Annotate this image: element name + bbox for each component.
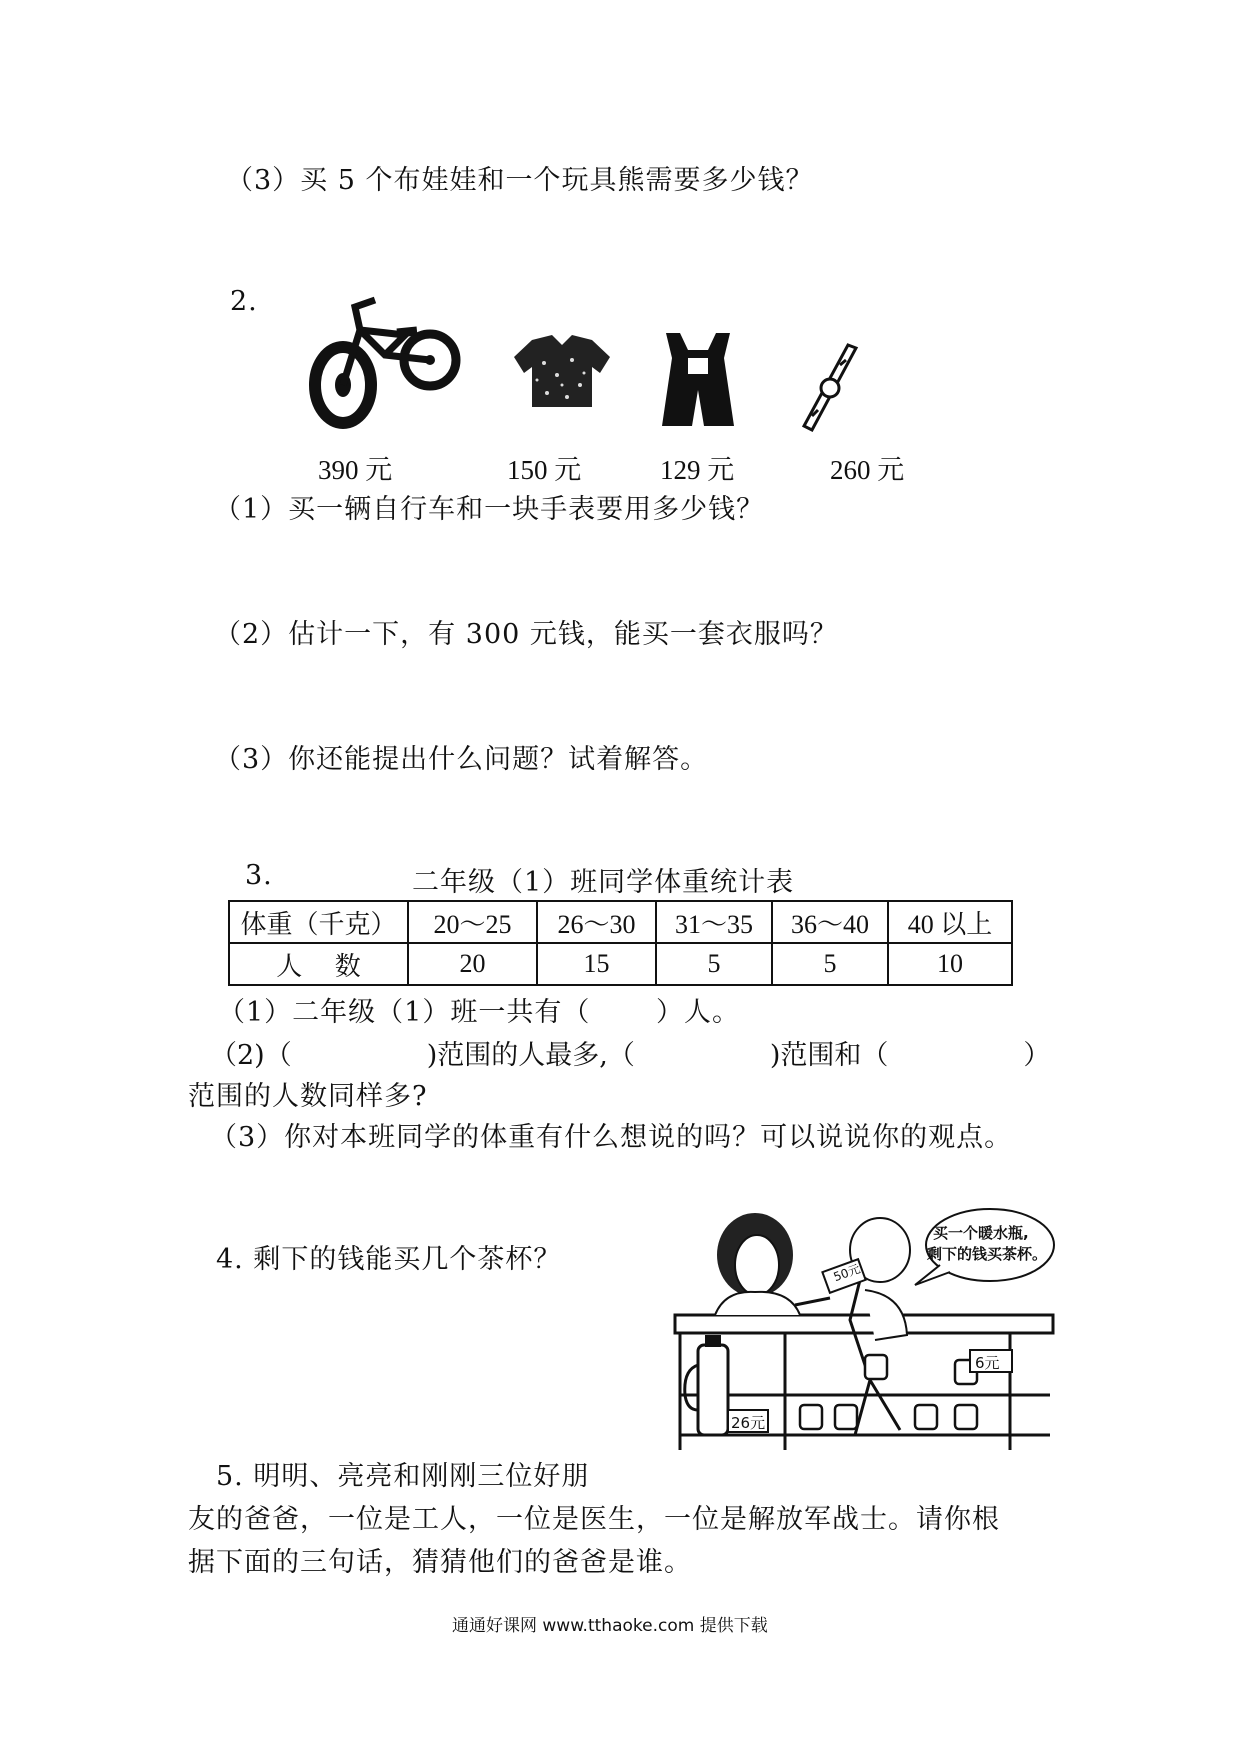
table-cell: 26～30 xyxy=(537,901,656,943)
q4-text: 4. 剩下的钱能买几个茶杯？ xyxy=(216,1244,562,1275)
bicycle-price: 390 元 xyxy=(318,455,393,485)
table-cell: 31～35 xyxy=(656,901,772,943)
shirt-icon xyxy=(512,335,612,410)
table-cell: 15 xyxy=(537,943,656,985)
shirt-price: 150 元 xyxy=(507,455,582,485)
weight-table xyxy=(228,900,1013,986)
overalls-icon xyxy=(658,328,738,428)
q3-number: 3. xyxy=(245,860,273,891)
table-row xyxy=(229,943,1012,985)
table-cell: 5 xyxy=(772,943,888,985)
table-cell: 20～25 xyxy=(408,901,537,943)
watch-icon xyxy=(800,340,860,435)
q3-part1: （1）二年级（1）班一共有（ ）人。 xyxy=(218,997,740,1028)
q1-part3-text: （3）买 5 个布娃娃和一个玩具熊需要多少钱？ xyxy=(226,165,814,196)
q3-part3: （3）你对本班同学的体重有什么想说的吗？可以说说你的观点。 xyxy=(210,1122,1013,1153)
table-cell: 人 数 xyxy=(229,943,408,985)
q3-part2-line2: 范围的人数同样多? xyxy=(188,1081,428,1112)
q5-line2: 友的爸爸，一位是工人，一位是医生，一位是解放军战士。请你根 xyxy=(188,1504,1000,1535)
cup-price-tag: 6元 xyxy=(975,1354,1000,1372)
footer-text: 通通好课网 www.tthaoke.com 提供下载 xyxy=(452,1616,768,1636)
q2-part2: （2）估计一下，有 300 元钱，能买一套衣服吗？ xyxy=(214,619,838,650)
flask-price-tag: 26元 xyxy=(731,1414,766,1432)
speech-bubble-line2: 剩下的钱买茶杯。 xyxy=(927,1245,1048,1263)
watch-price: 260 元 xyxy=(830,455,905,485)
table-cell: 36～40 xyxy=(772,901,888,943)
shop-illustration xyxy=(625,1210,1055,1450)
table-title: 二年级（1）班同学体重统计表 xyxy=(412,867,795,898)
q3-part2-line1: （2)（ )范围的人最多,（ )范围和（ ） xyxy=(210,1040,1051,1071)
overalls-price: 129 元 xyxy=(660,455,735,485)
table-header-row xyxy=(229,901,1012,943)
bicycle-icon xyxy=(305,295,465,430)
q2-number: 2. xyxy=(230,286,258,317)
table-cell: 体重（千克） xyxy=(229,901,408,943)
q5-line1: 5. 明明、亮亮和刚刚三位好朋 xyxy=(216,1461,590,1492)
money-note-label: 50元 xyxy=(831,1261,863,1285)
q5-line3: 据下面的三句话，猜猜他们的爸爸是谁。 xyxy=(188,1547,692,1578)
q2-part3: （3）你还能提出什么问题？试着解答。 xyxy=(214,744,709,775)
table-cell: 5 xyxy=(656,943,772,985)
speech-bubble-line1: 买一个暖水瓶, xyxy=(933,1224,1029,1242)
table-cell: 20 xyxy=(408,943,537,985)
table-cell: 10 xyxy=(888,943,1012,985)
q2-part1: （1）买一辆自行车和一块手表要用多少钱？ xyxy=(214,494,765,525)
table-cell: 40 以上 xyxy=(888,901,1012,943)
